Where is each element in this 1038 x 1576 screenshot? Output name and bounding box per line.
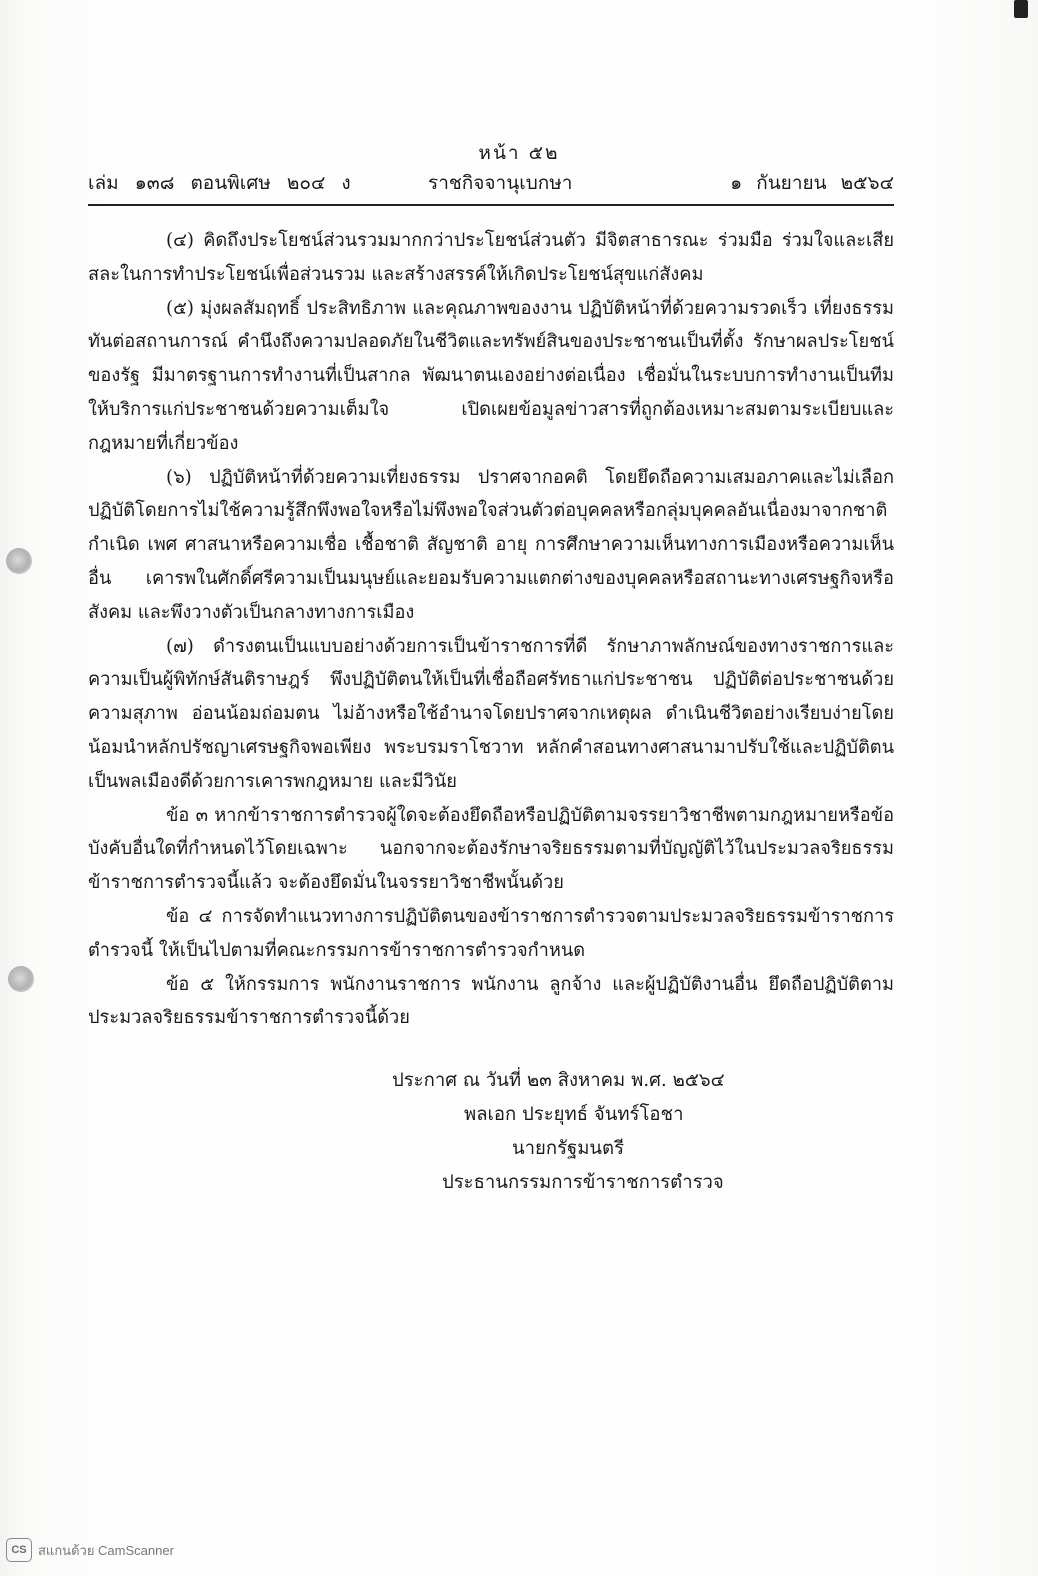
punch-hole-icon xyxy=(6,548,32,574)
gazette-header xyxy=(88,168,894,196)
signatory-role: ประธานกรรมการข้าราชการตำรวจ xyxy=(442,1172,724,1193)
publication-name: ราชกิจจานุเบกษา xyxy=(428,172,573,194)
paragraph-item-6: (๖) ปฏิบัติหน้าที่ด้วยความเที่ยงธรรม ปราศจากอคติ โดยยึดถือความเสมอภาคและไม่เลือกปฏิบัติโดยการไม่ใช้ความรู้สึกพึงพอใจหรือไม่พึงพอใจส่วนตัวต่อบุคคลหรือกลุ่มบุคคลอันเนื่องมาจากชาติกำเนิด เพศ ศาสนาหรือความเชื่อ เชื้อชาติ สัญชาติ อายุ การศึกษาความเห็นทางการเมืองหรือความเห็นอื่น เคารพในศักดิ์ศรีความเป็นมนุษย์และยอมรับความแตกต่างของบุคคลหรือสถานะทางเศรษฐกิจหรือสังคม และพึงวางตัวเป็นกลางทางการเมือง xyxy=(88,466,894,623)
document-body xyxy=(88,224,894,1035)
signatory-name: พลเอก ประยุทธ์ จันทร์โอชา xyxy=(464,1104,684,1125)
scan-corner-mark xyxy=(1014,0,1028,18)
clause-3: ข้อ ๓ หากข้าราชการตำรวจผู้ใดจะต้องยึดถือหรือปฏิบัติตามจรรยาวิชาชีพตามกฎหมายหรือข้อบังคับอื่นใดที่กำหนดไว้โดยเฉพาะ นอกจากจะต้องรักษาจริยธรรมตามที่บัญญัติไว้ในประมวลจริยธรรมข้าราชการตำรวจนี้แล้ว จะต้องยึดมั่นในจรรยาวิชาชีพนั้นด้วย xyxy=(88,804,894,894)
camscanner-watermark xyxy=(6,1538,174,1562)
camscanner-logo-icon: CS xyxy=(6,1538,32,1562)
announcement-date: ประกาศ ณ วันที่ ๒๓ สิงหาคม พ.ศ. ๒๕๖๔ xyxy=(392,1070,725,1091)
paragraph-item-7: (๗) ดำรงตนเป็นแบบอย่างด้วยการเป็นข้าราชการที่ดี รักษาภาพลักษณ์ของทางราชการและความเป็นผู้พิทักษ์สันติราษฎร์ พึงปฏิบัติตนให้เป็นที่เชื่อถือศรัทธาแก่ประชาชน ปฏิบัติต่อประชาชนด้วยความสุภาพ อ่อนน้อมถ่อมตน ไม่อ้างหรือใช้อำนาจโดยปราศจากเหตุผล ดำเนินชีวิตอย่างเรียบง่ายโดยน้อมนำหลักปรัชญาเศรษฐกิจพอเพียง พระบรมราโชวาท หลักคำสอนทางศาสนามาปรับใช้และปฏิบัติตนเป็นพลเมืองดีด้วยการเคารพกฎหมาย และมีวินัย xyxy=(88,635,894,792)
signatory-position: นายกรัฐมนตรี xyxy=(512,1138,625,1159)
header-divider xyxy=(88,204,894,206)
clause-4: ข้อ ๔ การจัดทำแนวทางการปฏิบัติตนของข้าราชการตำรวจตามประมวลจริยธรรมข้าราชการตำรวจนี้ ให้เป็นไปตามที่คณะกรรมการข้าราชการตำรวจกำหนด xyxy=(88,905,894,961)
page-number: หน้า ๕๒ xyxy=(478,142,560,164)
punch-hole-icon xyxy=(8,966,34,992)
clause-5: ข้อ ๕ ให้กรรมการ พนักงานราชการ พนักงาน ลูกจ้าง และผู้ปฏิบัติงานอื่น ยึดถือปฏิบัติตามประมวลจริยธรรมข้าราชการตำรวจนี้ด้วย xyxy=(88,973,894,1029)
volume-info: เล่ม ๑๓๘ ตอนพิเศษ ๒๐๔ ง xyxy=(88,172,351,194)
paragraph-item-4: (๔) คิดถึงประโยชน์ส่วนรวมมากกว่าประโยชน์ส่วนตัว มีจิตสาธารณะ ร่วมมือ ร่วมใจและเสียสละในการทำประโยชน์เพื่อส่วนรวม และสร้างสรรค์ให้เกิดประโยชน์สุขแก่สังคม xyxy=(88,230,894,285)
publication-date: ๑ กันยายน ๒๕๖๔ xyxy=(730,172,894,194)
paragraph-item-5: (๕) มุ่งผลสัมฤทธิ์ ประสิทธิภาพ และคุณภาพของงาน ปฏิบัติหน้าที่ด้วยความรวดเร็ว เที่ยงธรรม ทันต่อสถานการณ์ คำนึงถึงความปลอดภัยในชีวิตและทรัพย์สินของประชาชนเป็นที่ตั้ง รักษาผลประโยชน์ของรัฐ มีมาตรฐานการทำงานที่เป็นสากล พัฒนาตนเองอย่างต่อเนื่อง เชื่อมั่นในระบบการทำงานเป็นทีม ให้บริการแก่ประชาชนด้วยความเต็มใจ เปิดเผยข้อมูลข่าวสารที่ถูกต้องเหมาะสมตามระเบียบและกฎหมายที่เกี่ยวข้อง xyxy=(88,297,894,454)
camscanner-text: สแกนด้วย CamScanner xyxy=(38,1542,174,1558)
